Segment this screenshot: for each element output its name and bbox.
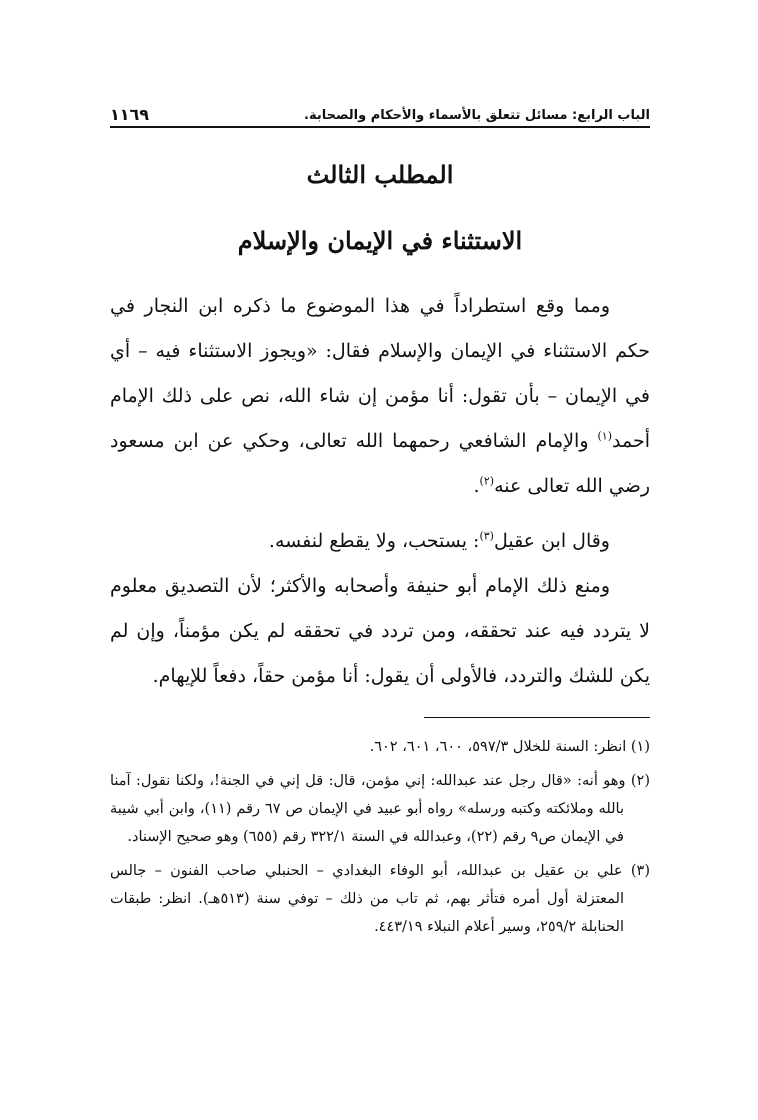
footnotes — [110, 733, 650, 947]
paragraph-1-text: ومما وقع استطراداً في هذا الموضوع ما ذكره ابن النجار في حكم الاستثناء في الإيمان والإسلام فقال: «ويجوز الاستثناء فيه – أي في الإيمان – بأن تقول: أنا مؤمن إن شاء الله، نص على ذلك الإمام أحمد — [110, 295, 650, 452]
paragraph-3: ومنع ذلك الإمام أبو حنيفة وأصحابه والأكثر؛ لأن التصديق معلوم لا يتردد فيه عند تحققه، ومن تردد في تحققه لم يكن مؤمناً، وإن لم يكن للشك والتردد، فالأولى أن يقول: أنا مؤمن حقاً، دفعاً للإيهام. — [110, 575, 650, 687]
running-header — [110, 100, 650, 128]
topic-heading: الاستثناء في الإيمان والإسلام — [237, 226, 523, 255]
footnote-ref-1: (١) — [597, 429, 613, 443]
paragraph-2-text-b: : يستحب، ولا يقطع لنفسه. — [268, 530, 480, 552]
page-number: ١١٦٩ — [110, 105, 150, 124]
footnote-ref-3: (٣) — [479, 529, 494, 543]
footnote-2: (٢) وهو أنه: «قال رجل عند عبدالله: إني مؤمن، قال: قل إني في الجنة!، ولكنا نقول: آمنا بالله وملائكته وكتبه ورسله» رواه أبو عبيد في الإيمان ص ٦٧ رقم (١١)، وابن أبي شيبة في الإيمان ص٩ رقم (٢٢)، وعبدالله في السنة ٣٢٢/١ رقم (٦٥٥) وهو صحيح الإسناد. — [110, 773, 650, 845]
section-heading: المطلب الثالث — [306, 160, 454, 189]
footnote-3: (٣) علي بن عقيل بن عبدالله، أبو الوفاء البغدادي – الحنبلي صاحب الفنون – جالس المعتزلة أول أمره فتأثر بهم، ثم تاب من ذلك – توفي سنة (٥١٣هـ). انظر: طبقات الحنابلة ٢٥٩/٢، وسير أعلام النبلاء ٤٤٣/١٩. — [110, 863, 650, 935]
footnote-separator — [424, 717, 650, 718]
paragraph-1 — [110, 284, 650, 509]
paragraph-1-end: . — [473, 475, 480, 497]
footnote-1: (١) انظر: السنة للخلال ٥٩٧/٣، ٦٠٠، ٦٠١، ٦٠٢. — [369, 739, 650, 755]
chapter-title: الباب الرابع: مسائل تتعلق بالأسماء والأحكام والصحابة. — [304, 108, 650, 123]
paragraph-2-text: وقال ابن عقيل — [493, 530, 610, 552]
main-text — [110, 284, 650, 699]
paragraph-2 — [110, 519, 650, 564]
footnote-ref-2: (٢) — [479, 474, 495, 488]
paragraph-1-text-b: والإمام الشافعي رحمهما الله تعالى، وحكي عن ابن مسعود رضي الله تعالى عنه — [110, 430, 650, 497]
